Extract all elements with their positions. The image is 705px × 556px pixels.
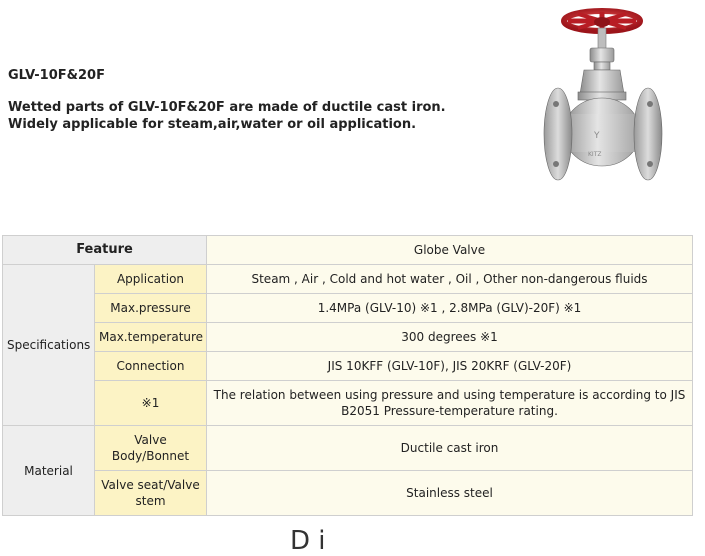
row-value: 300 degrees ※1 bbox=[207, 323, 693, 352]
table-row bbox=[3, 381, 693, 426]
table-row bbox=[3, 265, 693, 294]
table-row bbox=[3, 323, 693, 352]
feature-value: Globe Valve bbox=[207, 236, 693, 265]
group-specifications: Specifications bbox=[3, 265, 95, 426]
description-line-1: Wetted parts of GLV-10F&20F are made of ductile cast iron. bbox=[8, 100, 446, 115]
product-description bbox=[8, 99, 446, 133]
table-row bbox=[3, 294, 693, 323]
row-label: ※1 bbox=[95, 381, 207, 426]
row-value: Steam , Air , Cold and hot water , Oil , Other non-dangerous fluids bbox=[207, 265, 693, 294]
svg-text:KITZ: KITZ bbox=[588, 151, 602, 158]
row-label: Max.temperature bbox=[95, 323, 207, 352]
row-label: Application bbox=[95, 265, 207, 294]
row-value: The relation between using pressure and using temperature is according to JIS B2051 Pressure-temperature rating. bbox=[207, 381, 693, 426]
row-value: JIS 10KFF (GLV-10F), JIS 20KRF (GLV-20F) bbox=[207, 352, 693, 381]
description-line-2: Widely applicable for steam,air,water or oil application. bbox=[8, 117, 417, 132]
feature-header: Feature bbox=[3, 236, 207, 265]
row-label: Max.pressure bbox=[95, 294, 207, 323]
specification-table bbox=[2, 235, 693, 516]
svg-text:Y: Y bbox=[594, 131, 600, 141]
row-label: Valve seat/Valve stem bbox=[95, 471, 207, 516]
row-value: 1.4MPa (GLV-10) ※1 , 2.8MPa (GLV)-20F) ※1 bbox=[207, 294, 693, 323]
table-row bbox=[3, 426, 693, 471]
table-row bbox=[3, 352, 693, 381]
row-label: Connection bbox=[95, 352, 207, 381]
cutoff-section-heading: D i bbox=[290, 526, 326, 556]
product-model-title: GLV-10F&20F bbox=[8, 68, 105, 83]
group-material: Material bbox=[3, 426, 95, 516]
row-label: Valve Body/Bonnet bbox=[95, 426, 207, 471]
row-value: Stainless steel bbox=[207, 471, 693, 516]
row-value: Ductile cast iron bbox=[207, 426, 693, 471]
globe-valve-image bbox=[540, 6, 690, 196]
table-row bbox=[3, 471, 693, 516]
table-row bbox=[3, 236, 693, 265]
